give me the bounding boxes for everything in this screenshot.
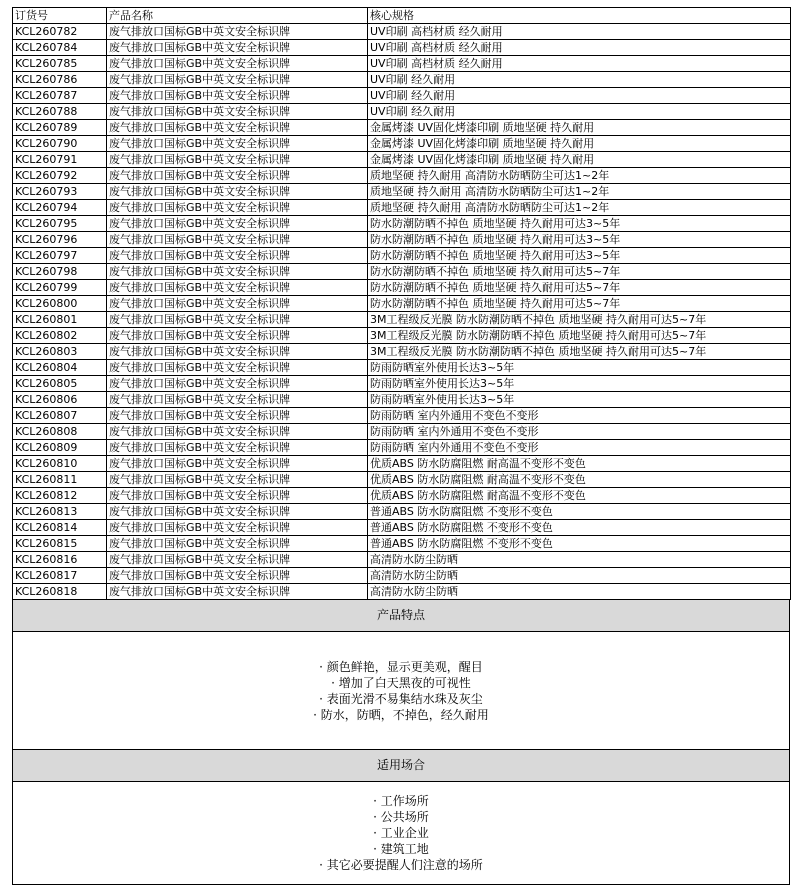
table-row [13, 392, 791, 408]
cell-order-no: KCL260816 [13, 552, 107, 568]
cell-product-name: 废气排放口国标GB中英文安全标识牌 [107, 504, 368, 520]
cell-core-spec: 高清防水防尘防晒 [368, 552, 791, 568]
table-row [13, 72, 791, 88]
table-row [13, 440, 791, 456]
cell-order-no: KCL260799 [13, 280, 107, 296]
cell-order-no: KCL260811 [13, 472, 107, 488]
cell-core-spec: 防水防潮防晒不掉色 质地坚硬 持久耐用可达3~5年 [368, 248, 791, 264]
table-row [13, 408, 791, 424]
cell-core-spec: 防雨防晒 室内外通用不变色不变形 [368, 408, 791, 424]
cell-order-no: KCL260796 [13, 232, 107, 248]
table-row [13, 216, 791, 232]
table-row [13, 344, 791, 360]
cell-core-spec: 防雨防晒 室内外通用不变色不变形 [368, 440, 791, 456]
cell-product-name: 废气排放口国标GB中英文安全标识牌 [107, 488, 368, 504]
table-row [13, 584, 791, 600]
cell-order-no: KCL260803 [13, 344, 107, 360]
occasion-item: · 公共场所 [373, 810, 429, 824]
cell-core-spec: 金属烤漆 UV固化烤漆印刷 质地坚硬 持久耐用 [368, 152, 791, 168]
cell-order-no: KCL260812 [13, 488, 107, 504]
cell-core-spec: 防雨防晒 室内外通用不变色不变形 [368, 424, 791, 440]
spec-sheet [12, 7, 790, 885]
occasion-item: · 建筑工地 [373, 842, 429, 856]
cell-order-no: KCL260788 [13, 104, 107, 120]
table-row [13, 360, 791, 376]
occasions-title: 适用场合 [12, 750, 790, 782]
cell-core-spec: UV印刷 高档材质 经久耐用 [368, 40, 791, 56]
cell-order-no: KCL260791 [13, 152, 107, 168]
cell-product-name: 废气排放口国标GB中英文安全标识牌 [107, 552, 368, 568]
cell-order-no: KCL260798 [13, 264, 107, 280]
cell-core-spec: 普通ABS 防水防腐阻燃 不变形不变色 [368, 504, 791, 520]
table-row [13, 104, 791, 120]
cell-core-spec: 防水防潮防晒不掉色 质地坚硬 持久耐用可达3~5年 [368, 232, 791, 248]
cell-product-name: 废气排放口国标GB中英文安全标识牌 [107, 376, 368, 392]
cell-order-no: KCL260804 [13, 360, 107, 376]
cell-product-name: 废气排放口国标GB中英文安全标识牌 [107, 264, 368, 280]
table-body [13, 24, 791, 600]
cell-order-no: KCL260806 [13, 392, 107, 408]
cell-product-name: 废气排放口国标GB中英文安全标识牌 [107, 520, 368, 536]
table-row [13, 520, 791, 536]
spec-table [12, 7, 791, 600]
cell-core-spec: 防水防潮防晒不掉色 质地坚硬 持久耐用可达5~7年 [368, 280, 791, 296]
table-row [13, 568, 791, 584]
cell-order-no: KCL260793 [13, 184, 107, 200]
cell-order-no: KCL260792 [13, 168, 107, 184]
cell-order-no: KCL260782 [13, 24, 107, 40]
cell-core-spec: 优质ABS 防水防腐阻燃 耐高温不变形不变色 [368, 456, 791, 472]
features-list [12, 632, 790, 750]
cell-product-name: 废气排放口国标GB中英文安全标识牌 [107, 88, 368, 104]
cell-core-spec: 高清防水防尘防晒 [368, 584, 791, 600]
cell-product-name: 废气排放口国标GB中英文安全标识牌 [107, 248, 368, 264]
occasion-item: · 工业企业 [373, 826, 429, 840]
table-row [13, 312, 791, 328]
feature-item: · 表面光滑不易集结水珠及灰尘 [319, 691, 483, 706]
table-row [13, 136, 791, 152]
cell-core-spec: 优质ABS 防水防腐阻燃 耐高温不变形不变色 [368, 488, 791, 504]
cell-product-name: 废气排放口国标GB中英文安全标识牌 [107, 104, 368, 120]
cell-core-spec: UV印刷 高档材质 经久耐用 [368, 24, 791, 40]
cell-product-name: 废气排放口国标GB中英文安全标识牌 [107, 152, 368, 168]
cell-core-spec: 普通ABS 防水防腐阻燃 不变形不变色 [368, 536, 791, 552]
cell-order-no: KCL260818 [13, 584, 107, 600]
cell-product-name: 废气排放口国标GB中英文安全标识牌 [107, 440, 368, 456]
cell-core-spec: 防水防潮防晒不掉色 质地坚硬 持久耐用可达5~7年 [368, 296, 791, 312]
table-row [13, 456, 791, 472]
cell-order-no: KCL260784 [13, 40, 107, 56]
cell-order-no: KCL260813 [13, 504, 107, 520]
cell-order-no: KCL260800 [13, 296, 107, 312]
cell-product-name: 废气排放口国标GB中英文安全标识牌 [107, 424, 368, 440]
cell-core-spec: 3M工程级反光膜 防水防潮防晒不掉色 质地坚硬 持久耐用可达5~7年 [368, 312, 791, 328]
cell-core-spec: 防水防潮防晒不掉色 质地坚硬 持久耐用可达3~5年 [368, 216, 791, 232]
cell-product-name: 废气排放口国标GB中英文安全标识牌 [107, 56, 368, 72]
cell-product-name: 废气排放口国标GB中英文安全标识牌 [107, 360, 368, 376]
table-row [13, 296, 791, 312]
table-row [13, 88, 791, 104]
table-row [13, 472, 791, 488]
cell-product-name: 废气排放口国标GB中英文安全标识牌 [107, 184, 368, 200]
cell-order-no: KCL260790 [13, 136, 107, 152]
feature-item: · 增加了白天黑夜的可视性 [331, 675, 471, 690]
cell-core-spec: 3M工程级反光膜 防水防潮防晒不掉色 质地坚硬 持久耐用可达5~7年 [368, 344, 791, 360]
cell-core-spec: 质地坚硬 持久耐用 高清防水防晒防尘可达1~2年 [368, 168, 791, 184]
cell-core-spec: 普通ABS 防水防腐阻燃 不变形不变色 [368, 520, 791, 536]
cell-core-spec: 防雨防晒室外使用长达3~5年 [368, 392, 791, 408]
cell-core-spec: 防水防潮防晒不掉色 质地坚硬 持久耐用可达5~7年 [368, 264, 791, 280]
table-row [13, 264, 791, 280]
cell-order-no: KCL260795 [13, 216, 107, 232]
cell-product-name: 废气排放口国标GB中英文安全标识牌 [107, 40, 368, 56]
occasion-item: · 工作场所 [373, 794, 429, 808]
cell-core-spec: 防雨防晒室外使用长达3~5年 [368, 376, 791, 392]
cell-product-name: 废气排放口国标GB中英文安全标识牌 [107, 232, 368, 248]
header-product-name: 产品名称 [107, 8, 368, 24]
cell-product-name: 废气排放口国标GB中英文安全标识牌 [107, 456, 368, 472]
cell-product-name: 废气排放口国标GB中英文安全标识牌 [107, 584, 368, 600]
header-core-spec: 核心规格 [368, 8, 791, 24]
cell-product-name: 废气排放口国标GB中英文安全标识牌 [107, 568, 368, 584]
cell-product-name: 废气排放口国标GB中英文安全标识牌 [107, 296, 368, 312]
feature-item: · 防水，防晒，不掉色，经久耐用 [313, 707, 489, 722]
cell-product-name: 废气排放口国标GB中英文安全标识牌 [107, 328, 368, 344]
cell-core-spec: 优质ABS 防水防腐阻燃 耐高温不变形不变色 [368, 472, 791, 488]
cell-product-name: 废气排放口国标GB中英文安全标识牌 [107, 312, 368, 328]
cell-core-spec: UV印刷 经久耐用 [368, 72, 791, 88]
cell-order-no: KCL260786 [13, 72, 107, 88]
cell-order-no: KCL260808 [13, 424, 107, 440]
cell-core-spec: UV印刷 经久耐用 [368, 88, 791, 104]
cell-product-name: 废气排放口国标GB中英文安全标识牌 [107, 392, 368, 408]
table-row [13, 328, 791, 344]
cell-product-name: 废气排放口国标GB中英文安全标识牌 [107, 168, 368, 184]
table-row [13, 120, 791, 136]
cell-core-spec: UV印刷 高档材质 经久耐用 [368, 56, 791, 72]
table-row [13, 552, 791, 568]
table-row [13, 40, 791, 56]
cell-core-spec: 高清防水防尘防晒 [368, 568, 791, 584]
cell-order-no: KCL260787 [13, 88, 107, 104]
cell-order-no: KCL260785 [13, 56, 107, 72]
table-row [13, 24, 791, 40]
table-row [13, 200, 791, 216]
table-row [13, 248, 791, 264]
table-row [13, 424, 791, 440]
cell-order-no: KCL260807 [13, 408, 107, 424]
occasions-list [12, 782, 790, 885]
cell-order-no: KCL260802 [13, 328, 107, 344]
cell-order-no: KCL260815 [13, 536, 107, 552]
cell-order-no: KCL260814 [13, 520, 107, 536]
table-row [13, 280, 791, 296]
cell-core-spec: 防雨防晒室外使用长达3~5年 [368, 360, 791, 376]
cell-product-name: 废气排放口国标GB中英文安全标识牌 [107, 72, 368, 88]
table-row [13, 184, 791, 200]
cell-product-name: 废气排放口国标GB中英文安全标识牌 [107, 120, 368, 136]
cell-product-name: 废气排放口国标GB中英文安全标识牌 [107, 536, 368, 552]
cell-product-name: 废气排放口国标GB中英文安全标识牌 [107, 24, 368, 40]
header-order-no: 订货号 [13, 8, 107, 24]
feature-item: · 颜色鲜艳，显示更美观，醒目 [319, 659, 483, 674]
cell-core-spec: 金属烤漆 UV固化烤漆印刷 质地坚硬 持久耐用 [368, 120, 791, 136]
cell-product-name: 废气排放口国标GB中英文安全标识牌 [107, 216, 368, 232]
cell-order-no: KCL260801 [13, 312, 107, 328]
table-row [13, 504, 791, 520]
cell-core-spec: UV印刷 经久耐用 [368, 104, 791, 120]
cell-order-no: KCL260810 [13, 456, 107, 472]
cell-product-name: 废气排放口国标GB中英文安全标识牌 [107, 472, 368, 488]
cell-product-name: 废气排放口国标GB中英文安全标识牌 [107, 136, 368, 152]
cell-core-spec: 金属烤漆 UV固化烤漆印刷 质地坚硬 持久耐用 [368, 136, 791, 152]
table-row [13, 536, 791, 552]
table-header-row [13, 8, 791, 24]
cell-product-name: 废气排放口国标GB中英文安全标识牌 [107, 200, 368, 216]
features-title: 产品特点 [12, 600, 790, 632]
cell-product-name: 废气排放口国标GB中英文安全标识牌 [107, 344, 368, 360]
cell-order-no: KCL260809 [13, 440, 107, 456]
cell-order-no: KCL260789 [13, 120, 107, 136]
cell-product-name: 废气排放口国标GB中英文安全标识牌 [107, 408, 368, 424]
cell-core-spec: 质地坚硬 持久耐用 高清防水防晒防尘可达1~2年 [368, 200, 791, 216]
table-row [13, 152, 791, 168]
cell-product-name: 废气排放口国标GB中英文安全标识牌 [107, 280, 368, 296]
cell-order-no: KCL260805 [13, 376, 107, 392]
cell-core-spec: 质地坚硬 持久耐用 高清防水防晒防尘可达1~2年 [368, 184, 791, 200]
table-row [13, 168, 791, 184]
cell-order-no: KCL260797 [13, 248, 107, 264]
cell-order-no: KCL260794 [13, 200, 107, 216]
table-row [13, 232, 791, 248]
cell-order-no: KCL260817 [13, 568, 107, 584]
table-row [13, 376, 791, 392]
occasion-item: · 其它必要提醒人们注意的场所 [319, 858, 483, 872]
table-row [13, 56, 791, 72]
cell-core-spec: 3M工程级反光膜 防水防潮防晒不掉色 质地坚硬 持久耐用可达5~7年 [368, 328, 791, 344]
table-row [13, 488, 791, 504]
